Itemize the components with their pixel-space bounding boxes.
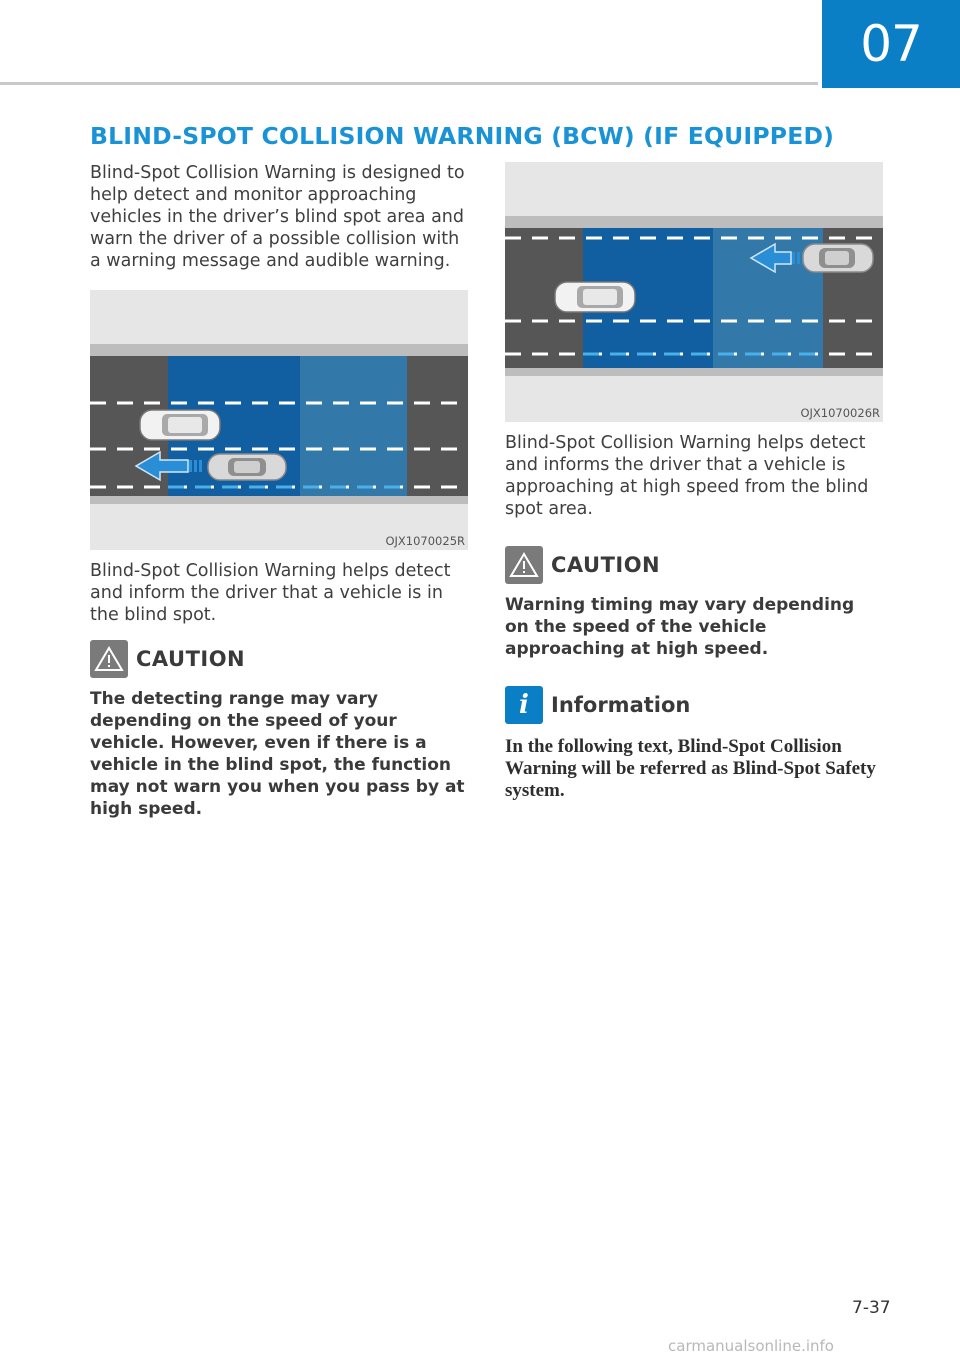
figure-code: OJX1070025R	[385, 534, 465, 548]
caution-heading	[90, 640, 468, 678]
left-column	[90, 162, 468, 820]
chapter-number: 07	[860, 15, 922, 73]
warning-triangle-icon	[90, 640, 128, 678]
approaching-vehicle	[208, 454, 286, 480]
section-title: BLIND-SPOT COLLISION WARNING (BCW) (IF EQUIPPED)	[90, 122, 835, 150]
caution-text: Warning timing may vary depending on the speed of the vehicle approaching at high speed.	[505, 595, 855, 659]
figure-caption: Blind-Spot Collision Warning helps detect and informs the driver that a vehicle is approaching at high speed from the blind spot area.	[505, 433, 869, 519]
page-number: 7-37	[852, 1298, 891, 1318]
blind-spot-illustration	[90, 290, 468, 550]
caution-heading	[505, 546, 883, 584]
information-label: Information	[551, 693, 691, 717]
footer-watermark: carmanualsonline.info	[668, 1337, 834, 1355]
caution-text: The detecting range may vary depending on the speed of your vehicle. However, even if there is a vehicle in the blind spot, the function may not warn you when you pass by at high speed.	[90, 689, 465, 819]
caution-label: CAUTION	[136, 647, 246, 671]
host-vehicle	[555, 282, 635, 312]
host-vehicle	[140, 410, 220, 440]
warning-triangle-icon	[505, 546, 543, 584]
figure-approaching-vehicle	[505, 162, 883, 422]
approaching-vehicle	[803, 244, 873, 272]
info-i-icon: i	[505, 686, 543, 724]
information-text: In the following text, Blind-Spot Collision Warning will be referred as Blind-Spot Safety system.	[505, 736, 876, 801]
intro-paragraph: Blind-Spot Collision Warning is designed to help detect and monitor approaching vehicles in the driver’s blind spot area and warn the driver of a possible collision with a warning message and audible warning.	[90, 163, 465, 271]
caution-label: CAUTION	[551, 553, 661, 577]
figure-code: OJX1070026R	[800, 406, 880, 420]
figure-caption: Blind-Spot Collision Warning helps detect and inform the driver that a vehicle is in the blind spot.	[90, 561, 451, 625]
approaching-illustration	[505, 162, 883, 422]
detection-zone-far	[300, 356, 407, 496]
right-column	[505, 162, 883, 802]
figure-vehicle-in-blind-spot	[90, 290, 468, 550]
chapter-tab	[822, 0, 960, 88]
information-heading	[505, 686, 883, 724]
header-rule	[0, 82, 818, 85]
